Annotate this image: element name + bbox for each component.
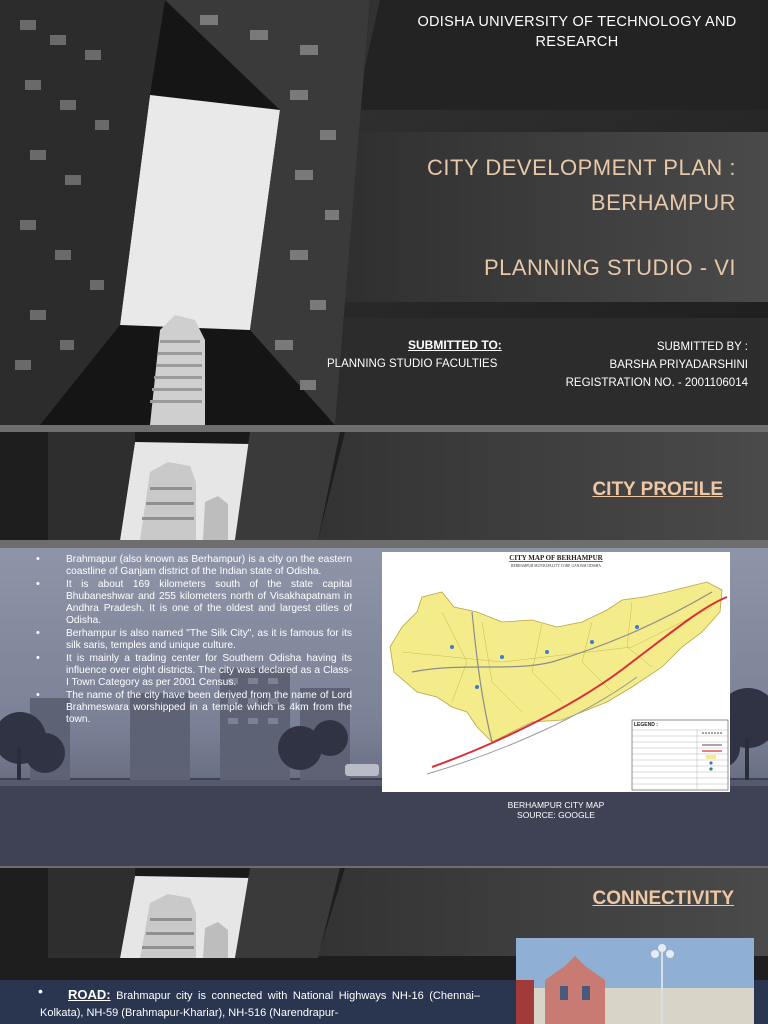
road-connectivity-text: [40, 986, 480, 1022]
submitted-by-label: SUBMITTED BY :: [656, 341, 748, 353]
studio-title: PLANNING STUDIO - VI: [483, 255, 736, 280]
list-item: [36, 653, 352, 689]
bullet-text: The name of the city have been derived from the name of Lord Brahmeswara worshipped in a temple which is 4km from the town.: [66, 690, 352, 725]
bullet-text: It is about 169 kilometers south of the state capital Bhubaneshwar and 255 kilometers north of Visakhapatnam in Andhra Pradesh. It is one of the oldest and largest cities of Odisha.: [66, 579, 352, 626]
submitted-to-label: SUBMITTED TO:: [408, 338, 502, 352]
bullet-icon: •: [36, 652, 40, 664]
student-name: BARSHA PRIYADARSHINI: [609, 359, 748, 371]
city-profile-heading: CITY PROFILE: [592, 479, 723, 500]
city-map-image: [382, 552, 730, 792]
bullet-text: Brahmapur (also known as Berhampur) is a city on the eastern coastline of Ganjam district of the Indian state of Odisha.: [66, 554, 352, 577]
list-item: [36, 628, 352, 652]
map-legend-title: LEGEND :: [634, 722, 658, 728]
bullet-icon: •: [36, 578, 40, 590]
plan-title-line-2: BERHAMPUR: [590, 190, 736, 215]
road-label: ROAD:: [68, 987, 111, 1002]
list-item: [36, 554, 352, 578]
title-slide: [0, 0, 768, 425]
bullet-text: It is mainly a trading center for Southern Odisha having its influence over eight districts. The city was declared as a Class-I Town Category as per 2001 Census.: [66, 653, 352, 688]
city-profile-header-slide: [0, 432, 768, 540]
map-caption-source: SOURCE: GOOGLE: [517, 810, 595, 820]
city-map-drawing: [382, 552, 730, 792]
university-name: ODISHA UNIVERSITY OF TECHNOLOGY AND RESEARCH: [417, 14, 737, 50]
list-item: [36, 690, 352, 726]
city-profile-bullets: [36, 554, 352, 727]
map-subtitle: BERHAMPUR MUNICIPALITY CORP, GANJAM ODISHA: [511, 564, 601, 568]
map-title: CITY MAP OF BERHAMPUR: [509, 554, 603, 562]
bullet-text: Berhampur is also named "The Silk City", as it is famous for its silk saris, temples and unique culture.: [66, 628, 352, 651]
bullet-icon: •: [36, 553, 40, 565]
road-description: Brahmapur city is connected with National Highways NH-16 (Chennai–Kolkata), NH-59 (Brahmapur-Khariar), NH-516 (Narendrapur-: [40, 990, 480, 1019]
connectivity-slide: [0, 868, 768, 1024]
list-item: [36, 579, 352, 627]
submitted-by-block: [566, 338, 748, 392]
map-caption: [382, 800, 730, 820]
plan-title: [427, 150, 736, 220]
bullet-icon: •: [36, 627, 40, 639]
registration-number: REGISTRATION NO. - 2001106014: [565, 377, 748, 389]
bullet-icon: •: [36, 689, 40, 701]
slide-divider: [0, 425, 768, 432]
map-caption-title: BERHAMPUR CITY MAP: [507, 800, 605, 810]
plan-title-line-1: CITY DEVELOPMENT PLAN :: [427, 155, 736, 180]
bullet-icon: •: [38, 983, 43, 999]
submitted-to-value: PLANNING STUDIO FACULTIES: [327, 358, 498, 370]
connectivity-heading: CONNECTIVITY: [592, 888, 734, 909]
city-profile-content-slide: [0, 548, 768, 866]
slide-divider: [0, 540, 768, 548]
